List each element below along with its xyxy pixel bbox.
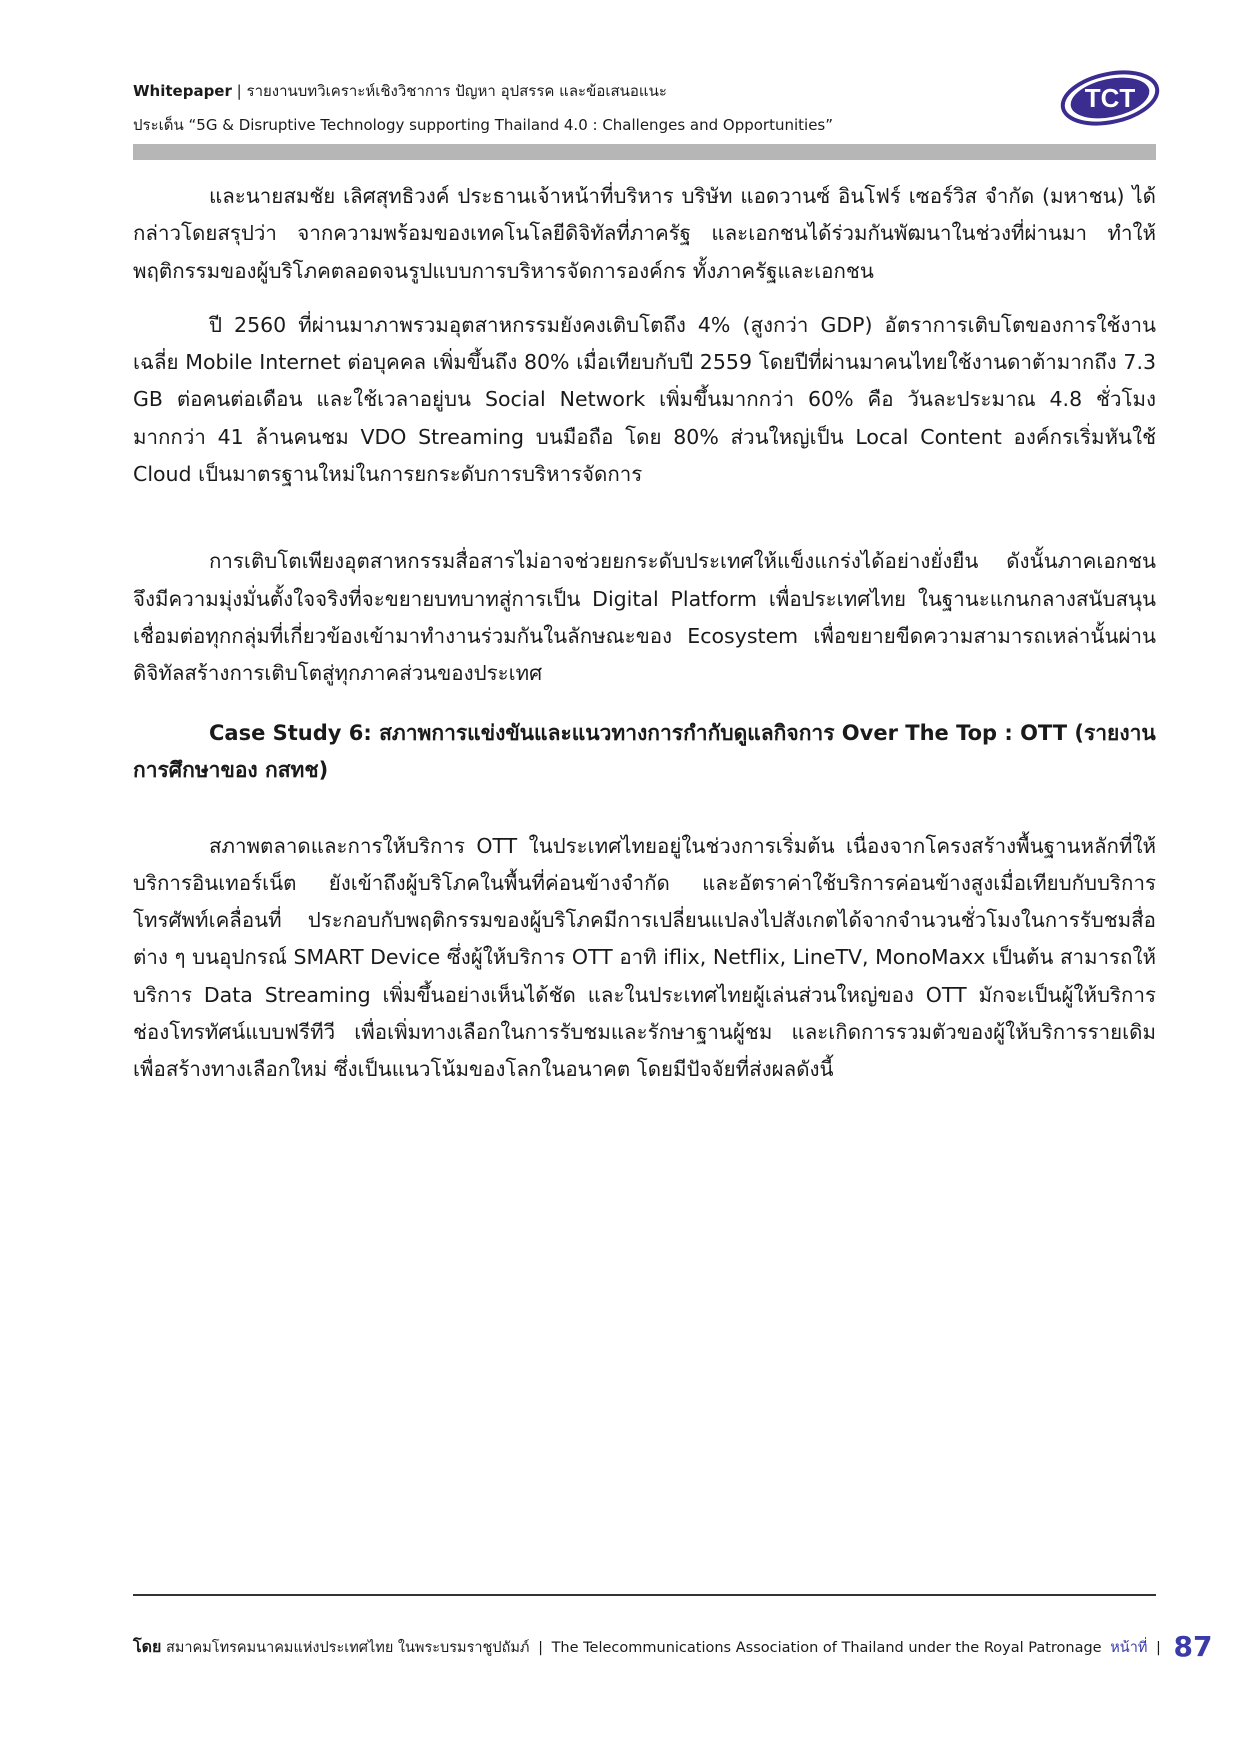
header-title-line: [133, 78, 1133, 104]
page-label: หน้าที่: [1110, 1640, 1148, 1656]
footer-separator: |: [538, 1640, 543, 1656]
paragraph-1: และนายสมชัย เลิศสุทธิวงค์ ประธานเจ้าหน้าที่บริหาร บริษัท แอดวานซ์ อินโฟร์ เซอร์วิส จำกัด (มหาชน) ได้กล่าวโดยสรุปว่า จากความพร้อมของเทคโนโลยีดิจิทัลที่ภาครัฐ และเอกชนได้ร่วมกันพัฒนาในช่วงที่ผ่านมา ทำให้พฤติกรรมของผู้บริโภคตลอดจนรูปแบบการบริหารจัดการองค์กร ทั้งภาครัฐและเอกชน: [133, 184, 1156, 283]
tct-logo: [1058, 66, 1162, 128]
header-divider-bar: [133, 144, 1156, 160]
footer-by: โดย: [133, 1637, 162, 1656]
footer-org-thai: สมาคมโทรคมนาคมแห่งประเทศไทย ในพระบรมราชูปถัมภ์: [165, 1640, 530, 1656]
logo-text: TCT: [1084, 83, 1136, 113]
paragraph-2: ปี 2560 ที่ผ่านมาภาพรวมอุตสาหกรรมยังคงเติบโตถึง 4% (สูงกว่า GDP) อัตราการเติบโตของการใช้งานเฉลี่ย Mobile Internet ต่อบุคคล เพิ่มขึ้นถึง 80% เมื่อเทียบกับปี 2559 โดยปีที่ผ่านมาคนไทยใช้งานดาต้ามากถึง 7.3 GB ต่อคนต่อเดือน และใช้เวลาอยู่บน Social Network เพิ่มขึ้นมากกว่า 60% คือ วันละประมาณ 4.8 ชั่วโมง มากกว่า 41 ล้านคนชม VDO Streaming บนมือถือ โดย 80% ส่วนใหญ่เป็น Local Content องค์กรเริ่มหันใช้ Cloud เป็นมาตรฐานใหม่ในการยกระดับการบริหารจัดการ: [133, 312, 1156, 487]
page-footer: [133, 1630, 1213, 1663]
whitepaper-label: Whitepaper: [133, 82, 232, 100]
page-separator: |: [1156, 1640, 1161, 1656]
paragraph-3: การเติบโตเพียงอุตสาหกรรมสื่อสารไม่อาจช่วยยกระดับประเทศให้แข็งแกร่งได้อย่างยั่งยืน ดังนั้นภาคเอกชนจึงมีความมุ่งมั่นตั้งใจจริงที่จะขยายบทบาทสู่การเป็น Digital Platform เพื่อประเทศไทย ในฐานะแกนกลางสนับสนุน เชื่อมต่อทุกกลุ่มที่เกี่ยวข้องเข้ามาทำงานร่วมกันในลักษณะของ Ecosystem เพื่อขยายขีดความสามารถเหล่านั้นผ่านดิจิทัลสร้างการเติบโตสู่ทุกภาคส่วนของประเทศ: [133, 549, 1156, 686]
footer-org-english: The Telecommunications Association of Thailand under the Royal Patronage: [551, 1640, 1102, 1656]
header-separator: |: [236, 82, 242, 100]
paragraph-4: สภาพตลาดและการให้บริการ OTT ในประเทศไทยอยู่ในช่วงการเริ่มต้น เนื่องจากโครงสร้างพื้นฐานหลักที่ให้บริการอินเทอร์เน็ต ยังเข้าถึงผู้บริโภคในพื้นที่ค่อนข้างจำกัด และอัตราค่าใช้บริการค่อนข้างสูงเมื่อเทียบกับบริการโทรศัพท์เคลื่อนที่ ประกอบกับพฤติกรรมของผู้บริโภคมีการเปลี่ยนแปลงไปสังเกตได้จากจำนวนชั่วโมงในการรับชมสื่อต่าง ๆ บนอุปกรณ์ SMART Device ซึ่งผู้ให้บริการ OTT อาทิ iflix, Netflix, LineTV, MonoMaxx เป็นต้น สามารถให้บริการ Data Streaming เพิ่มขึ้นอย่างเห็นได้ชัด และในประเทศไทยผู้เล่นส่วนใหญ่ของ OTT มักจะเป็นผู้ให้บริการช่องโทรทัศน์แบบฟรีทีวี เพื่อเพิ่มทางเลือกในการรับชมและรักษาฐานผู้ชม และเกิดการรวมตัวของผู้ให้บริการรายเดิมเพื่อสร้างทางเลือกใหม่ ซึ่งเป็นแนวโน้มของโลกในอนาคต โดยมีปัจจัยที่ส่งผลดังนี้: [133, 833, 1156, 1082]
footer-rule: [133, 1594, 1156, 1596]
case-study-heading: Case Study 6: สภาพการแข่งขันและแนวทางการกำกับดูแลกิจการ Over The Top : OTT (รายงานการศึกษาของ กสทช): [133, 720, 1156, 783]
page-number: 87: [1173, 1630, 1213, 1663]
header-subtitle: รายงานบทวิเคราะห์เชิงวิชาการ ปัญหา อุปสรรค และข้อเสนอแนะ: [246, 82, 667, 100]
header-topic: ประเด็น “5G & Disruptive Technology supporting Thailand 4.0 : Challenges and Opportunities”: [133, 116, 834, 134]
page-header: [133, 78, 1133, 138]
page-content: [133, 178, 1156, 1089]
